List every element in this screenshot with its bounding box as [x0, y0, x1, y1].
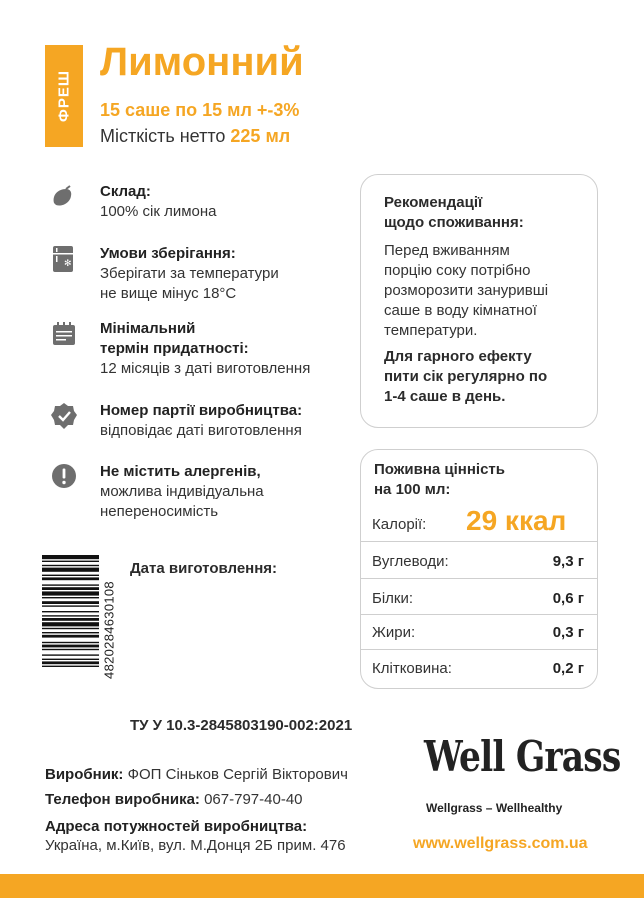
allergen-label: Не містить алергенів, — [100, 463, 261, 480]
shelf-life-block — [100, 319, 310, 379]
barcode-bar — [42, 661, 99, 664]
nutrition-heading — [374, 460, 505, 500]
barcode-bar — [42, 591, 99, 595]
barcode-number-text: 4820284630108 — [101, 581, 117, 679]
shelf-life-text: 12 місяців з даті виготовлення — [100, 360, 311, 377]
barcode-bar — [42, 601, 99, 604]
nutrition-row-label: Жири: — [372, 624, 416, 641]
recommendation-line: температури. — [384, 322, 478, 339]
nutrition-row-value: 0,2 г — [552, 660, 584, 677]
recommendation-line: Перед вживанням — [384, 242, 510, 259]
brand-logo: Well Grass — [424, 732, 621, 781]
net-value: 225 мл — [230, 126, 291, 146]
recommendation-bold-line: 1-4 саше в день. — [384, 388, 506, 405]
allergen-block — [100, 462, 264, 522]
recommendation-line: порцію соку потрібно — [384, 262, 531, 279]
nutrition-heading-2: на 100 мл: — [374, 481, 451, 498]
fresh-tag — [45, 45, 83, 147]
svg-text:✻: ✻ — [64, 259, 72, 269]
portion-text: 15 саше по 15 мл +-3% — [100, 100, 300, 120]
address-label — [45, 818, 307, 835]
barcode-bar — [42, 587, 99, 590]
recommendation-bold-line: Для гарного ефекту — [384, 348, 532, 365]
nutrition-row-value: 9,3 г — [552, 553, 584, 570]
nutrition-heading-1: Поживна цінність — [374, 461, 505, 478]
producer-value: ФОП Сіньков Сергій Вікторович — [127, 766, 348, 783]
batch-text: відповідає даті виготовлення — [100, 422, 302, 439]
shelf-life-label-2: термін придатності: — [100, 340, 249, 357]
barcode-bar — [42, 605, 99, 606]
barcode-bar — [42, 561, 99, 562]
net-volume — [100, 126, 290, 147]
producer-label: Виробник: — [45, 766, 124, 783]
recommendation-line: саше в воду кімнатної — [384, 302, 537, 319]
phone-line — [45, 791, 303, 808]
website-link[interactable]: www.wellgrass.com.ua — [413, 835, 588, 852]
divider — [361, 649, 597, 650]
barcode-bar — [42, 575, 99, 576]
composition-label: Склад: — [100, 183, 151, 200]
barcode-bar — [42, 654, 99, 655]
nutrition-row — [372, 660, 584, 677]
composition-block — [100, 182, 217, 222]
net-label: Місткість нетто — [100, 126, 226, 146]
calories-value: 29 ккал — [466, 505, 567, 536]
barcode-bar — [42, 615, 99, 616]
barcode-bar — [42, 584, 99, 585]
phone-label: Телефон виробника: — [45, 791, 200, 808]
product-title: Лимонний — [100, 40, 304, 84]
nutrition-row-value: 0,3 г — [552, 624, 584, 641]
storage-label: Умови зберігання: — [100, 245, 236, 262]
barcode-bar — [42, 555, 99, 559]
barcode-bar — [42, 577, 99, 580]
barcode-bar — [42, 632, 99, 633]
freezer-icon — [50, 245, 78, 273]
barcode-bar — [42, 659, 99, 660]
nutrition-row-label: Вуглеводи: — [372, 553, 449, 570]
recommendation-text — [384, 241, 594, 341]
recommendation-bold — [384, 347, 594, 407]
recommendation-heading-2: щодо споживання: — [384, 214, 524, 231]
nutrition-row-label: Клітковина: — [372, 660, 452, 677]
barcode — [42, 555, 99, 733]
calories-label: Калорії: — [372, 516, 427, 533]
barcode-bar — [42, 635, 99, 638]
nutrition-row-value: 0,6 г — [552, 590, 584, 607]
nutrition-row-label: Білки: — [372, 590, 414, 607]
address-value: Україна, м.Київ, вул. М.Донця 2Б прим. 476 — [45, 837, 346, 854]
fresh-tag-label: ФРЕШ — [55, 70, 73, 122]
divider — [361, 578, 597, 579]
barcode-bar — [42, 597, 99, 598]
recommendation-line: розморозити занурившi — [384, 282, 549, 299]
barcode-bar — [42, 645, 99, 648]
nutrition-row — [372, 553, 584, 570]
allergen-text-1: можлива індивідуальна — [100, 483, 264, 500]
barcode-number — [100, 560, 118, 700]
producer-line — [45, 766, 348, 783]
recommendation-bold-line: пити сік регулярно по — [384, 368, 548, 385]
barcode-bar — [42, 649, 99, 650]
batch-block — [100, 401, 302, 441]
divider — [361, 614, 597, 615]
recommendation-heading — [384, 193, 584, 233]
calendar-icon — [50, 320, 78, 348]
barcode-bar — [42, 568, 99, 572]
storage-text-1: Зберігати за температури — [100, 265, 279, 282]
bottom-stripe — [0, 874, 644, 898]
storage-block — [100, 244, 279, 304]
storage-text-2: не вище мінус 18°С — [100, 285, 237, 302]
production-date-label: Дата виготовлення: — [130, 560, 278, 577]
alert-icon — [50, 462, 78, 490]
divider — [361, 541, 597, 542]
barcode-bar — [42, 642, 99, 643]
nutrition-row — [372, 590, 584, 607]
barcode-bar — [42, 666, 99, 667]
brand-slogan: Wellgrass – Wellhealthy — [426, 801, 563, 815]
composition-text: 100% сік лимона — [100, 203, 217, 220]
recommendation-heading-1: Рекомендації — [384, 194, 483, 211]
allergen-text-2: непереносимість — [100, 503, 219, 520]
batch-label: Номер партії виробництва: — [100, 402, 303, 419]
barcode-bar — [42, 622, 99, 626]
barcode-bar — [42, 565, 99, 566]
phone-value: 067-797-40-40 — [204, 791, 303, 808]
barcode-bar — [42, 628, 99, 629]
shelf-life-label-1: Мінімальний — [100, 320, 196, 337]
lemon-icon — [48, 183, 76, 211]
badge-check-icon — [50, 402, 78, 430]
nutrition-row — [372, 624, 584, 641]
tu-code: ТУ У 10.3-2845803190-002:2021 — [130, 717, 353, 734]
barcode-bar — [42, 611, 99, 612]
barcode-bar — [42, 618, 99, 621]
address-label-text: Адреса потужностей виробництва: — [45, 818, 308, 835]
